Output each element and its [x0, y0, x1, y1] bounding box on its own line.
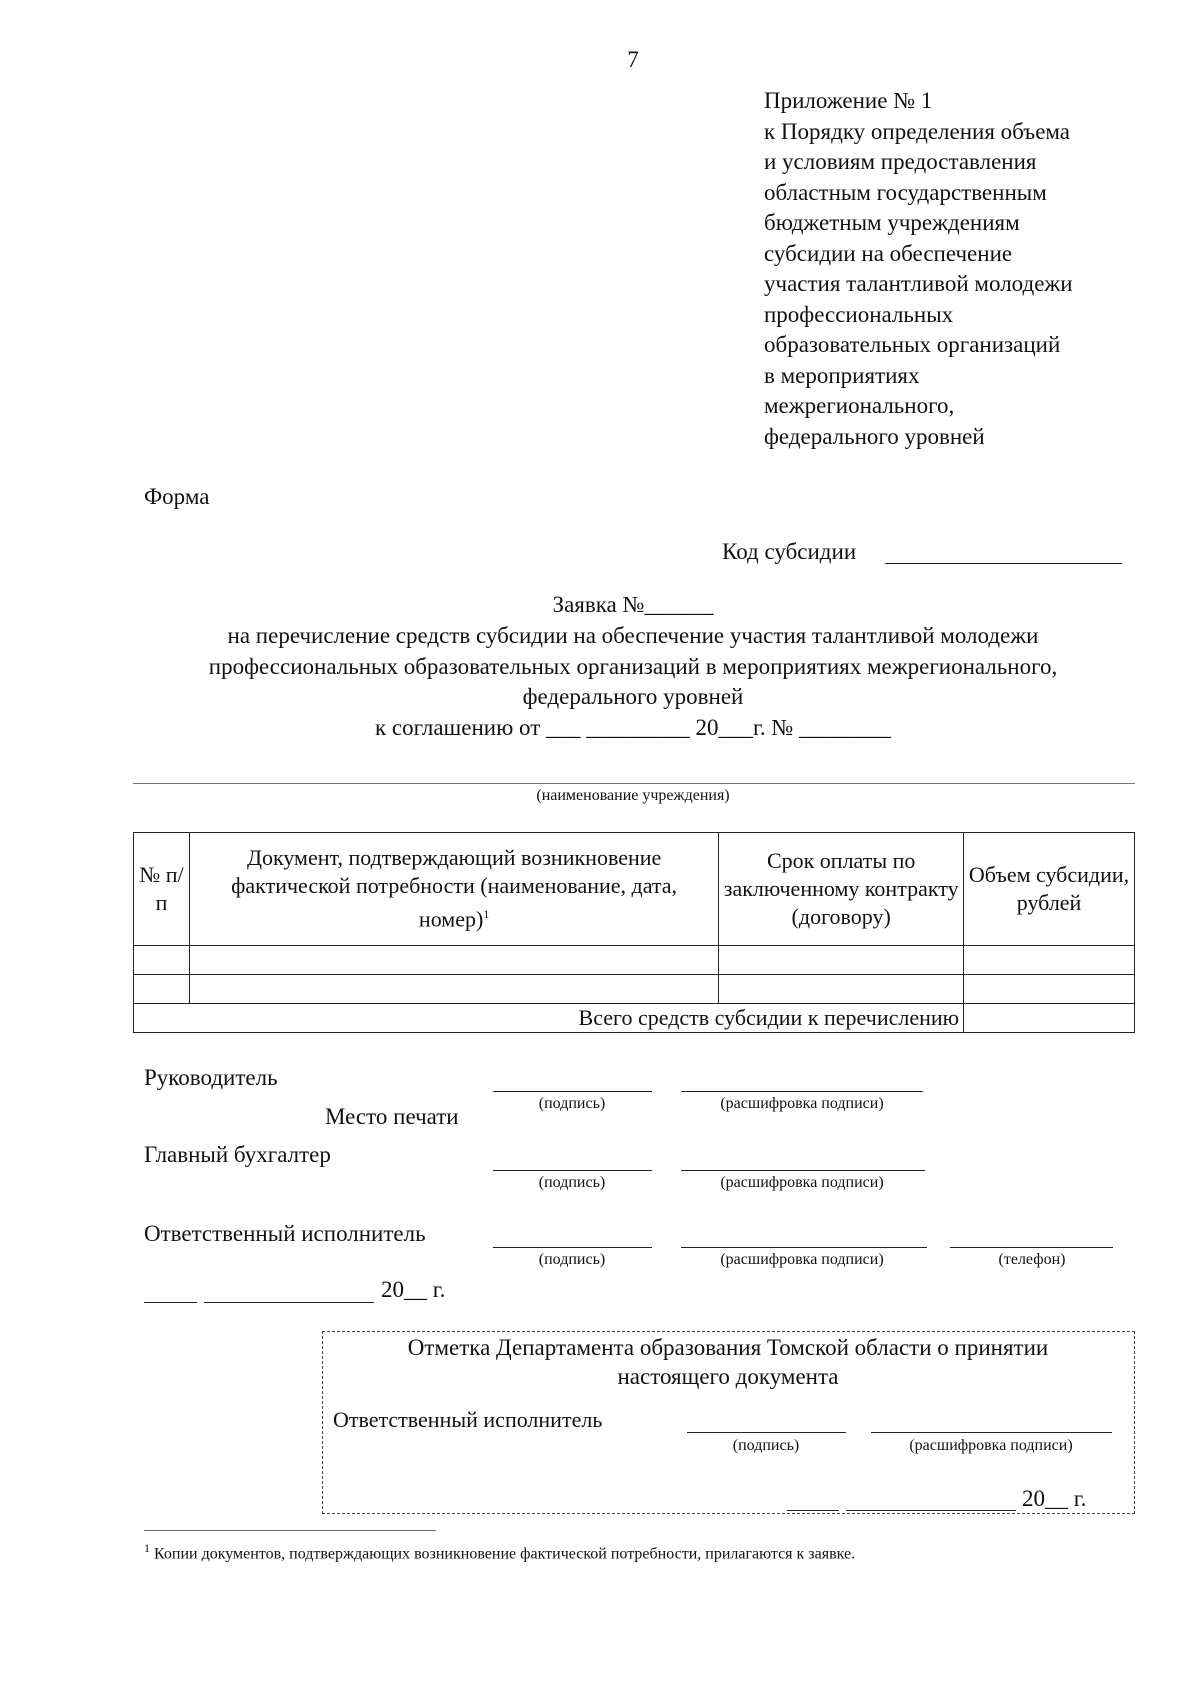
head-signature-field[interactable]	[493, 1091, 652, 1092]
table-row	[134, 975, 1135, 1004]
form-label: Форма	[144, 484, 210, 509]
cell[interactable]	[134, 946, 190, 975]
total-label: Всего средств субсидии к перечислению	[134, 1004, 964, 1033]
department-acceptance-box	[322, 1331, 1135, 1514]
head-decode-field[interactable]	[681, 1091, 923, 1092]
seal-label: Место печати	[325, 1104, 459, 1129]
appendix-header	[764, 86, 1073, 452]
appendix-line: межрегионального,	[764, 393, 955, 418]
appendix-line: бюджетным учреждениям	[764, 210, 1020, 235]
subsidy-code-field[interactable]	[885, 563, 1122, 564]
department-executor-label: Ответственный исполнитель	[333, 1407, 603, 1432]
sign-caption: (подпись)	[732, 1437, 800, 1454]
footnote-text: Копии документов, подтверждающих возникновение фактической потребности, прилагаются к заявке.	[154, 1545, 856, 1563]
accountant-signature-field[interactable]	[493, 1170, 652, 1171]
cell[interactable]	[189, 975, 718, 1004]
decode-caption: (расшифровка подписи)	[720, 1174, 884, 1191]
executor-signature-field[interactable]	[493, 1247, 652, 1248]
sign-caption: (подпись)	[538, 1174, 606, 1191]
footnote	[144, 1541, 855, 1563]
appendix-line: к Порядку определения объема	[764, 118, 1071, 144]
sign-caption: (подпись)	[538, 1095, 606, 1112]
header-document-text: Документ, подтверждающий возникновение фактической потребности (наименование, дата, номер)	[231, 845, 678, 932]
header-payment-term: Срок оплаты по заключенному контракту (договору)	[719, 833, 964, 946]
appendix-line: областным государственным	[764, 179, 1047, 205]
department-box-title: Отметка Департамента образования Томской области о принятии	[407, 1335, 1049, 1360]
executor-decode-field[interactable]	[681, 1247, 927, 1248]
footnote-divider	[144, 1530, 436, 1531]
subsidy-code-label: Код субсидии	[722, 539, 857, 564]
page-number: 7	[627, 47, 639, 72]
department-signature-field[interactable]	[687, 1432, 846, 1433]
table-header-row	[134, 833, 1135, 946]
department-date-month-field[interactable]	[846, 1510, 1016, 1511]
table-total-row	[134, 1004, 1135, 1033]
appendix-line: субсидии на обеспечение	[764, 240, 1013, 266]
date-year: 20__ г.	[381, 1277, 446, 1302]
department-decode-field[interactable]	[871, 1432, 1112, 1433]
decode-caption: (расшифровка подписи)	[720, 1251, 884, 1268]
institution-caption: (наименование учреждения)	[536, 787, 730, 804]
table-row	[134, 946, 1135, 975]
appendix-line: Приложение № 1	[764, 88, 933, 113]
department-date-day-field[interactable]	[787, 1510, 839, 1511]
agreement-reference: к соглашению от ___ _________ 20___г. № ________	[374, 715, 892, 740]
decode-caption: (расшифровка подписи)	[720, 1095, 884, 1112]
total-amount-cell[interactable]	[964, 1004, 1135, 1033]
header-document	[189, 833, 718, 946]
accountant-decode-field[interactable]	[681, 1170, 925, 1171]
appendix-line: профессиональных	[764, 301, 954, 327]
appendix-line: и условиям предоставления	[764, 149, 1037, 174]
cell[interactable]	[719, 975, 964, 1004]
department-date-year: 20__ г.	[1022, 1486, 1087, 1511]
head-label: Руководитель	[144, 1065, 278, 1090]
institution-field[interactable]	[133, 783, 1135, 784]
date-month-field[interactable]	[204, 1302, 374, 1303]
request-subtitle: профессиональных образовательных организаций в мероприятиях межрегионального,	[208, 654, 1058, 679]
appendix-line: в мероприятиях	[764, 362, 920, 388]
phone-caption: (телефон)	[998, 1251, 1066, 1268]
request-subtitle: на перечисление средств субсидии на обеспечение участия талантливой молодежи	[227, 623, 1039, 648]
cell[interactable]	[964, 975, 1135, 1004]
date-day-field[interactable]	[144, 1302, 197, 1303]
executor-label: Ответственный исполнитель	[144, 1221, 426, 1246]
appendix-line: федерального уровней	[764, 423, 985, 449]
footnote-mark: 1	[144, 1541, 150, 1555]
cell[interactable]	[189, 946, 718, 975]
cell[interactable]	[719, 946, 964, 975]
header-num: № п/п	[134, 833, 190, 946]
decode-caption: (расшифровка подписи)	[909, 1437, 1073, 1454]
request-subtitle: федерального уровней	[522, 684, 744, 709]
appendix-line: участия талантливой молодежи	[764, 271, 1073, 296]
cell[interactable]	[964, 946, 1135, 975]
footnote-ref: 1	[483, 907, 490, 922]
sign-caption: (подпись)	[538, 1251, 606, 1268]
accountant-label: Главный бухгалтер	[144, 1142, 331, 1167]
header-amount: Объем субсидии, рублей	[964, 833, 1135, 946]
department-box-title: настоящего документа	[617, 1364, 839, 1389]
executor-phone-field[interactable]	[950, 1247, 1113, 1248]
request-title: Заявка №______	[552, 592, 714, 617]
appendix-line: образовательных организаций	[764, 332, 1061, 357]
cell[interactable]	[134, 975, 190, 1004]
request-table	[133, 832, 1135, 1033]
